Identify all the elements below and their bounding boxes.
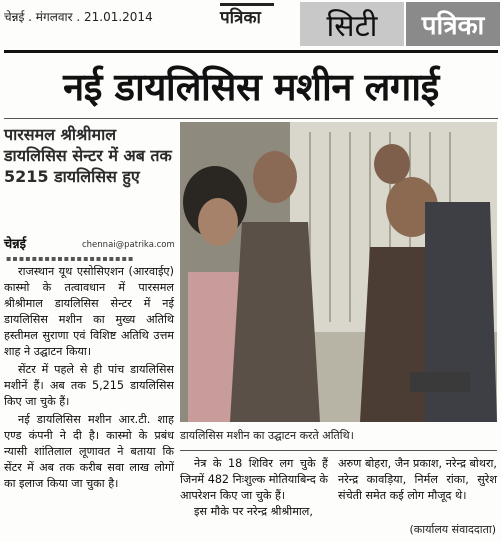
brand-logo: पत्रिका — [406, 2, 500, 46]
email-address: chennai@patrika.com — [82, 240, 175, 250]
body-column-1 — [4, 264, 174, 494]
body-column-2 — [180, 456, 328, 520]
paragraph: नई डायलिसिस मशीन आर.टी. शाह एण्ड कंपनी ने दी है। कास्मो के प्रबंध न्यासी शांतिलाल लूणावत ने बताया कि सेंटर में अब तक करीब सवा लाख लोगों का इलाज किया जा चुका है। — [4, 413, 174, 490]
subheadline: पारसमल श्रीश्रीमाल डायलिसिस सेन्टर में अब तक 5215 डायलिसिस हुए — [4, 125, 172, 186]
page-header — [0, 0, 502, 52]
photo-illustration — [180, 122, 497, 422]
paragraph: राजस्थान यूथ एसोसिएशन (आरवाईए) कास्मो के तत्वावधान में पारसमल श्रीश्रीमाल डायलिसिस सेन्टर में नई डायलिसिस मशीन का मुख्य अतिथि हस्तीमल सुराणा एवं विशिष्ट अतिथि उत्तम शाह ने उद्घाटन किया। — [4, 265, 174, 358]
body-column-3 — [338, 456, 497, 504]
paragraph: अरुण बोहरा, जैन प्रकाश, नरेन्द्र बोथरा, नरेन्द्र कावड़िया, निर्मल रांका, सुरेश संचेती समेत कई लोग मौजूद थे। — [338, 457, 497, 502]
header-rule — [4, 50, 498, 53]
section-label: सिटी — [300, 2, 404, 46]
byline-credit: (कार्यालय संवाददाता) — [409, 523, 496, 536]
caption-rule — [180, 450, 497, 451]
paragraph: इस मौके पर नरेन्द्र श्रीश्रीमाल, — [194, 505, 313, 518]
paragraph: सेंटर में पहले से ही पांच डायलिसिस मशीनें हैं। अब तक 5,215 डायलिसिस किए जा चुके हैं। — [4, 363, 174, 408]
photo-caption: डायलिसिस मशीन का उद्घाटन करते अतिथि। — [180, 429, 354, 442]
story-dateline: चेन्नई — [4, 237, 27, 252]
separator-dots: ▪▪▪▪▪▪▪▪▪▪▪▪▪▪▪▪▪▪▪▪ — [6, 254, 135, 263]
headline-rule — [4, 118, 498, 119]
news-photo — [180, 122, 497, 422]
small-brand-logo: पत्रिका — [220, 5, 261, 28]
paragraph: नेत्र के 18 शिविर लग चुके हैं जिनमें 482 निःशुल्क मोतियाबिन्द के आपरेशन किए जा चुके हैं। — [180, 457, 328, 502]
headline: नई डायलिसिस मशीन लगाई — [63, 65, 439, 109]
issue-dateline: चेन्नई . मंगलवार . 21.01.2014 — [4, 10, 153, 24]
